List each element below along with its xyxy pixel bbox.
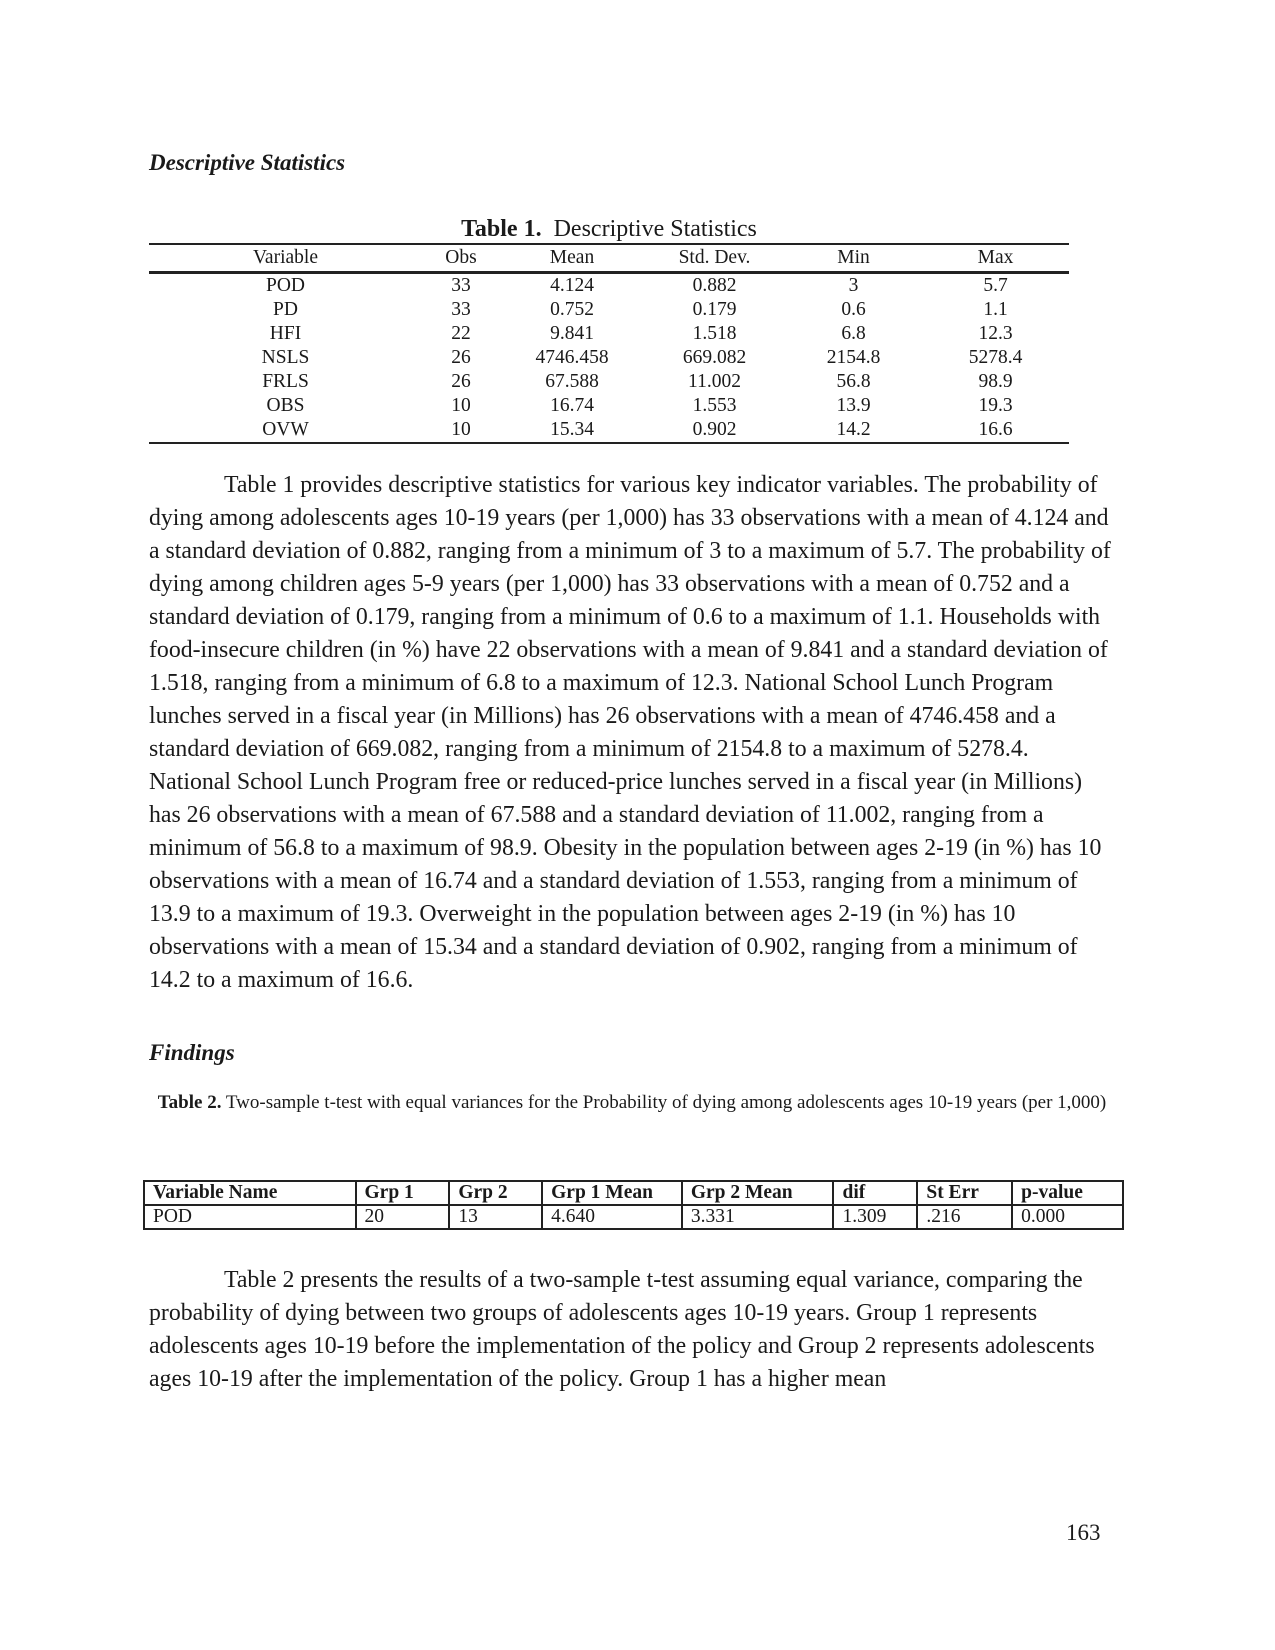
table2-caption-text: Two-sample t-test with equal variances for the Probability of dying among adolescents ages 10-19 years (per 1,000) xyxy=(225,1092,1107,1113)
table-cell: 6.8 xyxy=(841,323,866,344)
paragraph-table2-discussion xyxy=(149,1264,1115,1396)
table-row xyxy=(149,273,1069,299)
table-row xyxy=(149,346,1069,370)
table2-caption xyxy=(149,1089,1115,1117)
table2-header-cell: Variable Name xyxy=(144,1181,356,1205)
table-cell: 1.553 xyxy=(692,395,737,416)
section-heading-descriptive-statistics: Descriptive Statistics xyxy=(149,150,346,175)
table-cell: 2154.8 xyxy=(826,347,881,368)
table-cell: 5278.4 xyxy=(968,347,1023,368)
table-cell: POD xyxy=(144,1205,356,1229)
table-cell: 0.179 xyxy=(692,299,737,320)
table-cell: 19.3 xyxy=(978,395,1013,416)
table-cell: 13.9 xyxy=(836,395,871,416)
table-cell: OVW xyxy=(262,419,309,440)
table1-header-cell: Obs xyxy=(422,244,500,273)
table-cell: 4.124 xyxy=(550,275,594,296)
table2-header-cell: dif xyxy=(833,1181,917,1205)
table-cell: 4.640 xyxy=(542,1205,682,1229)
table-cell: 16.6 xyxy=(978,419,1013,440)
table-cell: 12.3 xyxy=(978,323,1013,344)
table-cell: 22 xyxy=(451,323,471,344)
table2-header-cell: p-value xyxy=(1012,1181,1123,1205)
table1-header-cell: Mean xyxy=(500,244,644,273)
table-cell: .216 xyxy=(917,1205,1012,1229)
table-cell: 0.6 xyxy=(841,299,866,320)
paragraph-table1-discussion xyxy=(149,469,1115,997)
table-cell: 0.902 xyxy=(692,419,737,440)
table2-header-cell: St Err xyxy=(917,1181,1012,1205)
table-cell: 16.74 xyxy=(550,395,594,416)
table-row xyxy=(149,322,1069,346)
table-cell: 1.1 xyxy=(983,299,1008,320)
table-cell: 26 xyxy=(451,347,471,368)
table-cell: 4746.458 xyxy=(535,347,609,368)
table-cell: PD xyxy=(273,299,298,320)
table-cell: 33 xyxy=(451,299,471,320)
table-cell: 13 xyxy=(449,1205,542,1229)
table-cell: 98.9 xyxy=(978,371,1013,392)
table-cell: 0.000 xyxy=(1012,1205,1123,1229)
table-cell: 669.082 xyxy=(682,347,747,368)
table-cell: HFI xyxy=(269,323,302,344)
table1-caption-label: Table 1. xyxy=(461,216,542,242)
table-row xyxy=(144,1205,1123,1229)
table-row xyxy=(149,418,1069,443)
table-cell: 26 xyxy=(451,371,471,392)
table-cell: 33 xyxy=(451,275,471,296)
page-number: 163 xyxy=(1066,1520,1101,1545)
table-cell: 1.309 xyxy=(833,1205,917,1229)
table-cell: 0.752 xyxy=(550,299,594,320)
table1-header-cell: Max xyxy=(922,244,1069,273)
table-cell: 3.331 xyxy=(682,1205,834,1229)
paragraph-text: Table 2 presents the results of a two-sample t-test assuming equal variance, comparing the probability of dying between two groups of adolescents ages 10-19 years. Group 1 represents adolescents ages 10-19 before the implementation of the policy and Group 2 represents adolescents ages 10-19 after the implementation of the policy. Group 1 has a higher mean xyxy=(149,1267,1095,1392)
table2-header-cell: Grp 1 Mean xyxy=(542,1181,682,1205)
table-cell: 15.34 xyxy=(550,419,594,440)
table2-header-cell: Grp 2 xyxy=(449,1181,542,1205)
table-cell: 5.7 xyxy=(983,275,1008,296)
table1-caption-text: Descriptive Statistics xyxy=(553,216,757,242)
table-cell: 67.588 xyxy=(545,371,599,392)
descriptive-statistics-table xyxy=(149,243,1069,444)
table1-header-cell: Min xyxy=(785,244,922,273)
table-row xyxy=(149,298,1069,322)
table1-caption xyxy=(149,216,1069,243)
table-cell: 9.841 xyxy=(550,323,594,344)
table-cell: 14.2 xyxy=(836,419,871,440)
table-cell: NSLS xyxy=(261,347,310,368)
table-cell: 1.518 xyxy=(692,323,737,344)
table1-header-cell: Std. Dev. xyxy=(644,244,785,273)
table-cell: 0.882 xyxy=(692,275,737,296)
table-cell: POD xyxy=(265,275,305,296)
section-heading-findings: Findings xyxy=(149,1040,235,1065)
table-cell: FRLS xyxy=(262,371,309,392)
paragraph-text: Table 1 provides descriptive statistics for various key indicator variables. The probability of dying among adolescents ages 10-19 years (per 1,000) has 33 observations with a mean of 4.124 and a standard deviation of 0.882, ranging from a minimum of 3 to a maximum of 5.7. The probability of dying among children ages 5-9 years (per 1,000) has 33 observations with a mean of 0.752 and a standard deviation of 0.179, ranging from a minimum of 0.6 to a maximum of 1.1. Households with food-insecure children (in %) have 22 observations with a mean of 9.841 and a standard deviation of 1.518, ranging from a minimum of 6.8 to a maximum of 12.3. National School Lunch Program lunches served in a fiscal year (in Millions) has 26 observations with a mean of 4746.458 and a standard deviation of 669.082, ranging from a minimum of 2154.8 to a maximum of 5278.4. National School Lunch Program free or reduced-price lunches served in a fiscal year (in Millions) has 26 observations with a mean of 67.588 and a standard deviation of 11.002, ranging from a minimum of 56.8 to a maximum of 98.9. Obesity in the population between ages 2-19 (in %) has 10 observations with a mean of 16.74 and a standard deviation of 1.553, ranging from a minimum of 13.9 to a maximum of 19.3. Overweight in the population between ages 2-19 (in %) has 10 observations with a mean of 15.34 and a standard deviation of 0.902, ranging from a minimum of 14.2 to a maximum of 16.6. xyxy=(149,472,1111,993)
table2-caption-label: Table 2. xyxy=(157,1092,222,1113)
table-cell: OBS xyxy=(266,395,305,416)
table-cell: 3 xyxy=(848,275,859,296)
t-test-table xyxy=(143,1180,1124,1230)
table-cell: 10 xyxy=(451,395,471,416)
table-row xyxy=(149,394,1069,418)
table2-header-cell: Grp 2 Mean xyxy=(682,1181,834,1205)
table-row xyxy=(149,370,1069,394)
table1-header-row xyxy=(149,244,1069,273)
table-cell: 56.8 xyxy=(836,371,871,392)
table2-header-cell: Grp 1 xyxy=(356,1181,450,1205)
table-cell: 11.002 xyxy=(688,371,741,392)
table-cell: 20 xyxy=(356,1205,450,1229)
table1-header-cell: Variable xyxy=(149,244,422,273)
table-cell: 10 xyxy=(451,419,471,440)
table2-header-row xyxy=(144,1181,1123,1205)
